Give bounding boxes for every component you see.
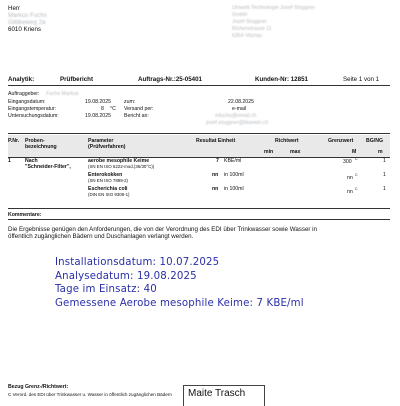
comment-label: Kommentare: <box>8 212 42 218</box>
temp-label: Eingangstemperatur: <box>8 106 57 112</box>
col-pnr: P.Nr. <box>8 138 20 144</box>
col-param-2: (Prüfverfahren) <box>88 144 126 150</box>
lab-line-5: 6364 Vitznau <box>232 33 263 39</box>
exam-value: 19.08.2025 <box>85 113 111 119</box>
handwritten-analysis-date: Analysedatum: 19.08.2025 <box>55 271 197 282</box>
col-param: Parameter <box>88 138 114 144</box>
table-top-border <box>8 133 390 134</box>
lab-line-4: Richenstrasse 11 <box>232 26 272 32</box>
table-row-value: nn <box>212 186 219 192</box>
comment-text-1: Die Ergebnisse genügen den Anforderungen, die von der Verordnung des EDI über Trinkwasser sowie Wasser in <box>8 226 317 233</box>
table-header-bottom <box>8 157 390 158</box>
lab-line-1: Umwelt-Technologie Josef Stoggner <box>232 5 316 11</box>
report-date-label: zum: <box>124 99 136 105</box>
col-result: Resultat Einheit <box>196 138 236 144</box>
col-grenzwert-m: M <box>352 149 357 155</box>
receipt-value: 19.08.2025 <box>85 99 111 105</box>
sample-name-2: "Schneider-Filter", <box>25 164 71 170</box>
table-row-grenz: nn <box>347 175 353 181</box>
table-row-method: (SN EN ISO 7899-2) <box>88 178 129 183</box>
table-row-unit: in 100ml <box>224 186 244 192</box>
col-grenzwert: Grenzwert <box>328 138 354 144</box>
signature-name: Maite Trasch <box>188 388 246 399</box>
table-row-grenz-ref: C <box>355 157 358 161</box>
client-label: Auftraggeber: <box>8 91 40 97</box>
table-row-method: (SN EN ISO 6222-mod.(36/30°C)) <box>88 164 155 169</box>
sender-name: Markus Fuchs <box>8 12 47 19</box>
temp-value: 8 <box>101 106 104 112</box>
col-probe-2: bezeichnung <box>25 144 57 150</box>
sender-city: 6010 Kriens <box>8 26 42 33</box>
col-bgng: BG/NG <box>366 138 384 144</box>
order-number: Auftrags-Nr.:25-05401 <box>138 76 202 83</box>
lab-line-3: Josef Stoggner <box>232 19 267 25</box>
sent-value: e-mail <box>232 106 247 112</box>
sent-label: Versand per: <box>124 106 154 112</box>
handwritten-measured-germs: Gemessene Aerobe mesophile Keime: 7 KBE/ml <box>55 298 304 309</box>
table-row-bg: 1 <box>383 172 386 178</box>
table-row-grenz-ref: C <box>355 187 358 191</box>
col-max: max <box>290 149 301 155</box>
temp-unit: °C <box>110 106 116 112</box>
table-row-value: 7 <box>216 158 219 164</box>
table-row-unit: in 100ml <box>224 172 244 178</box>
customer-number: Kunden-Nr: 12851 <box>255 76 308 83</box>
lab-line-2: GmbH <box>232 12 247 18</box>
report-to-value: mfuchs@email.ch <box>215 113 257 119</box>
sample-number: 1 <box>8 158 11 164</box>
client-value: Fuchs Markus <box>46 91 79 97</box>
table-row-grenz-ref: C <box>355 173 358 177</box>
exam-label: Untersuchungsdatum: <box>8 113 59 119</box>
header-divider <box>8 85 390 86</box>
analysis-type: Prüfbericht <box>60 76 94 83</box>
col-probe: Proben- <box>25 138 45 144</box>
footer-title: Bezug Grenz-/Richtwert: <box>8 384 69 390</box>
table-row-bg: 1 <box>383 158 386 164</box>
col-richtwert: Richtwert <box>275 138 299 144</box>
table-row-param: Escherichia coli <box>88 186 128 192</box>
page-indicator: Seite 1 von 1 <box>343 76 380 83</box>
table-bottom-border <box>8 208 390 209</box>
handwritten-days-in-use: Tage im Einsatz: 40 <box>55 284 157 295</box>
comment-text-2: öffentlich zugänglichen Bädern und Duschanlagen verlangt werden. <box>8 233 194 240</box>
table-row-value: nn <box>212 172 219 178</box>
table-row-unit: KBE/ml <box>224 158 242 164</box>
footer-reference-line: C Verord. des EDI über Trinkwasser u. Wasser in öffentlich zugänglichen Bädern <box>8 392 172 397</box>
table-row-param: Enterokokken <box>88 172 123 178</box>
receipt-label: Eingangsdatum: <box>8 99 46 105</box>
handwritten-install-date: Installationsdatum: 10.07.2025 <box>55 257 220 268</box>
analysis-label: Analytik: <box>8 76 35 83</box>
report-to-label: Bericht an: <box>124 113 149 119</box>
table-row-grenz: nn <box>347 189 353 195</box>
table-row-grenz: 300 <box>343 159 352 165</box>
table-row-param: aerobe mesophile Keime <box>88 158 150 164</box>
sender-salutation: Herr <box>8 5 21 12</box>
col-bgng-m: m <box>378 149 383 155</box>
table-row-method: (DIN EN ISO 9308-1) <box>88 192 130 197</box>
col-min: min <box>264 149 274 155</box>
table-row-bg: 1 <box>383 186 386 192</box>
sample-name: Nach <box>25 158 38 164</box>
comment-divider <box>8 219 390 220</box>
report-to-value-2: josef.stoggner@bluewin.ch <box>206 120 269 126</box>
sender-street: Gittikeweg 2a <box>8 19 46 26</box>
report-date-value: 22.08.2025 <box>228 99 254 105</box>
